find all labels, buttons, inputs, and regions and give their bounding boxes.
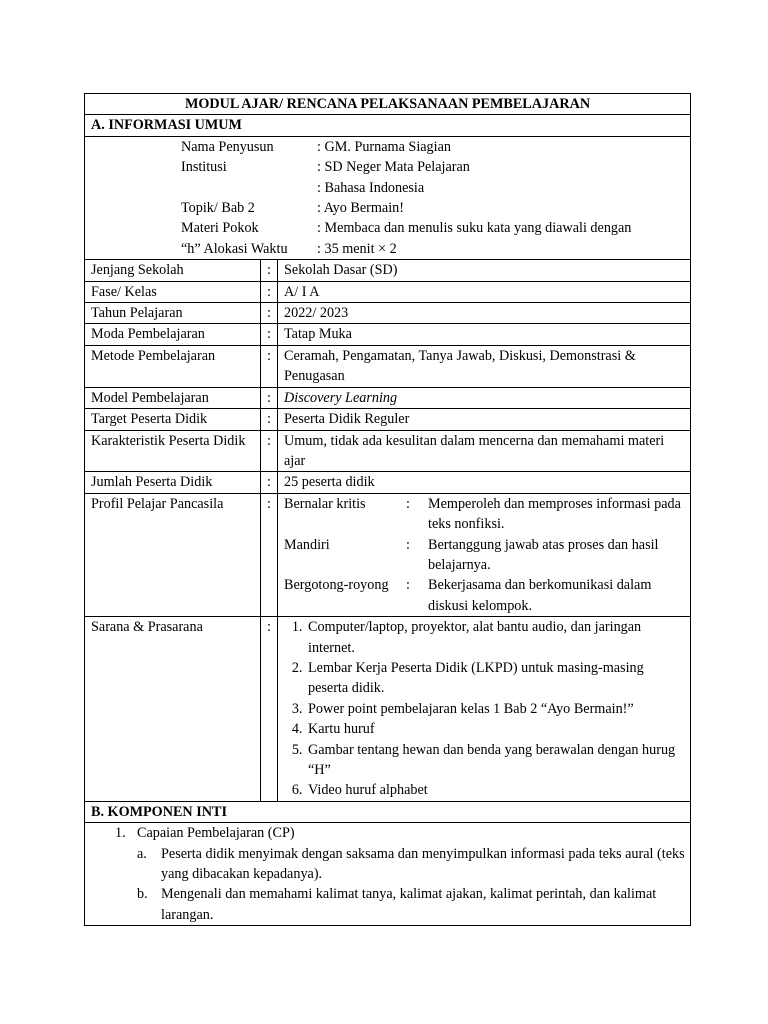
- row-label-fase: Fase/ Kelas: [85, 281, 261, 302]
- colon: :: [261, 430, 278, 472]
- cp-text: Peserta didik menyimak dengan saksama dan menyimpulkan informasi pada teks aural (teks yang dibacakan kepadanya).: [161, 845, 685, 883]
- colon: :: [406, 536, 410, 553]
- info-line: [181, 137, 690, 157]
- table-row: [85, 472, 691, 493]
- row-label-jumlah: Jumlah Peserta Didik: [85, 472, 261, 493]
- document-title: MODUL AJAR/ RENCANA PELAKSANAAN PEMBELAJARAN: [85, 94, 691, 115]
- table-row: [85, 430, 691, 472]
- colon: :: [261, 260, 278, 281]
- colon: :: [261, 472, 278, 493]
- cp-text: Mengenali dan memahami kalimat tanya, kalimat ajakan, kalimat perintah, dan kalimat larangan.: [161, 886, 657, 923]
- colon: :: [261, 345, 278, 387]
- profil-name: Bernalar kritis: [284, 495, 366, 512]
- profil-item: [284, 535, 684, 576]
- list-item: 6. Video huruf alphabet: [306, 780, 684, 800]
- colon: :: [261, 303, 278, 324]
- colon: :: [261, 281, 278, 302]
- section-b-row: [85, 801, 691, 822]
- row-value-metode: Ceramah, Pengamatan, Tanya Jawab, Diskusi, Demonstrasi & Penugasan: [278, 345, 691, 387]
- row-value-tahun: 2022/ 2023: [278, 303, 691, 324]
- row-value-model: Discovery Learning: [278, 387, 691, 408]
- row-label-sarana: Sarana & Prasarana: [85, 617, 261, 802]
- row-value-moda: Tatap Muka: [278, 324, 691, 345]
- list-item: 1. Computer/laptop, proyektor, alat bantu audio, dan jaringan internet.: [306, 617, 684, 658]
- cp-row: [85, 823, 691, 926]
- row-value-target: Peserta Didik Reguler: [278, 409, 691, 430]
- row-label-jenjang: Jenjang Sekolah: [85, 260, 261, 281]
- cp-title: Capaian Pembelajaran (CP): [137, 825, 295, 842]
- colon: :: [261, 324, 278, 345]
- profil-item: [284, 575, 684, 616]
- section-b-heading: B. KOMPONEN INTI: [85, 801, 691, 822]
- list-item: 4. Kartu huruf: [306, 719, 684, 739]
- info-line: [181, 239, 690, 259]
- colon: :: [261, 617, 278, 802]
- table-row: [85, 303, 691, 324]
- colon: :: [406, 495, 410, 512]
- row-value-jumlah: 25 peserta didik: [278, 472, 691, 493]
- profil-item: [284, 494, 684, 535]
- sarana-list-cell: [278, 617, 691, 802]
- profil-desc: Bertanggung jawab atas proses dan hasil belajarnya.: [428, 536, 659, 573]
- table-row: [85, 345, 691, 387]
- capaian-pembelajaran-block: [85, 823, 691, 926]
- section-a-row: [85, 115, 691, 136]
- info-label: Nama Penyusun: [181, 138, 274, 155]
- colon: :: [261, 387, 278, 408]
- info-row: [85, 136, 691, 259]
- cp-letter: b.: [137, 886, 148, 903]
- profil-desc: Memperoleh dan memproses informasi pada teks nonfiksi.: [428, 495, 681, 533]
- row-value-karakteristik: Umum, tidak ada kesulitan dalam mencerna dan memahami materi ajar: [278, 430, 691, 472]
- row-label-metode: Metode Pembelajaran: [85, 345, 261, 387]
- cp-number: 1.: [115, 825, 126, 842]
- row-label-model: Model Pembelajaran: [85, 387, 261, 408]
- section-a-heading: A. INFORMASI UMUM: [85, 115, 691, 136]
- profil-name: Mandiri: [284, 536, 330, 553]
- sarana-list: [284, 617, 684, 801]
- info-line: [181, 198, 690, 218]
- lesson-plan-table: [84, 93, 691, 926]
- cp-heading: [115, 823, 690, 843]
- info-label: Topik/ Bab 2: [181, 200, 255, 217]
- info-line: [181, 218, 690, 238]
- profil-list: [278, 493, 691, 616]
- info-value: : Membaca dan menulis suku kata yang diawali dengan: [317, 220, 632, 237]
- table-row: [85, 617, 691, 802]
- info-value: : Bahasa Indonesia: [317, 179, 425, 196]
- row-label-tahun: Tahun Pelajaran: [85, 303, 261, 324]
- table-row: [85, 324, 691, 345]
- cp-letter: a.: [137, 845, 147, 862]
- lesson-plan-document: [84, 93, 690, 926]
- cp-item: [115, 884, 690, 925]
- colon: :: [406, 577, 410, 594]
- row-value-fase: A/ I A: [278, 281, 691, 302]
- colon: :: [261, 493, 278, 616]
- info-value: : 35 menit × 2: [317, 240, 397, 257]
- list-item: 3. Power point pembelajaran kelas 1 Bab 2 “Ayo Bermain!”: [306, 699, 684, 719]
- profil-desc: Bekerjasama dan berkomunikasi dalam diskusi kelompok.: [428, 577, 652, 614]
- colon: :: [261, 409, 278, 430]
- general-info-block: [85, 136, 691, 259]
- info-value: : SD Neger Mata Pelajaran: [317, 159, 470, 176]
- info-label: “h” Alokasi Waktu: [181, 240, 288, 257]
- list-item: 5. Gambar tentang hewan dan benda yang berawalan dengan hurug “H”: [306, 740, 684, 781]
- row-label-target: Target Peserta Didik: [85, 409, 261, 430]
- row-label-profil: Profil Pelajar Pancasila: [85, 493, 261, 616]
- info-line: [181, 157, 690, 177]
- info-value: : GM. Purnama Siagian: [317, 138, 451, 155]
- list-item: 2. Lembar Kerja Peserta Didik (LKPD) untuk masing-masing peserta didik.: [306, 658, 684, 699]
- table-row: [85, 281, 691, 302]
- table-row: [85, 493, 691, 616]
- info-label: Materi Pokok: [181, 220, 259, 237]
- table-row: [85, 260, 691, 281]
- row-label-karakteristik: Karakteristik Peserta Didik: [85, 430, 261, 472]
- row-label-moda: Moda Pembelajaran: [85, 324, 261, 345]
- row-value-jenjang: Sekolah Dasar (SD): [278, 260, 691, 281]
- cp-item: [115, 844, 690, 885]
- title-row: [85, 94, 691, 115]
- profil-name: Bergotong-royong: [284, 577, 389, 594]
- info-value: : Ayo Bermain!: [317, 200, 404, 217]
- table-row: [85, 409, 691, 430]
- info-line: [181, 178, 690, 198]
- info-label: [181, 178, 317, 198]
- info-label: Institusi: [181, 159, 227, 176]
- table-row: [85, 387, 691, 408]
